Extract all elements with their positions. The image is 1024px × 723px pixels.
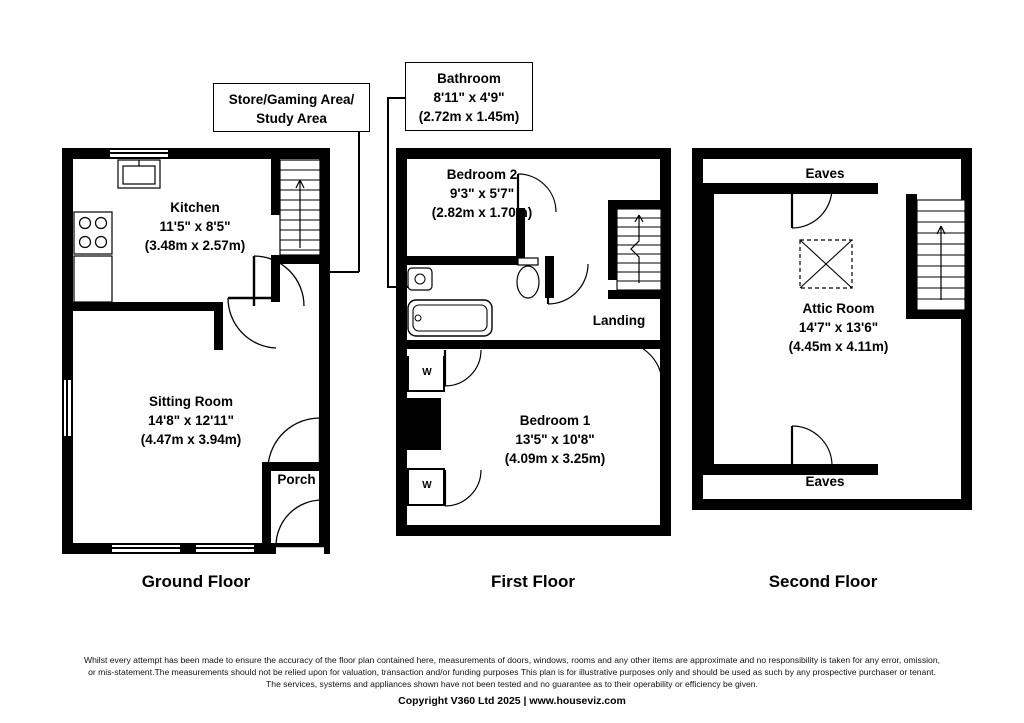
attic-room-metric: (4.45m x 4.11m) bbox=[788, 339, 889, 354]
first-wardrobe-label-2: W bbox=[422, 480, 432, 491]
bathroom-callout bbox=[405, 62, 533, 131]
first-room-bedroom1-label bbox=[455, 411, 655, 468]
attic-room-imperial: 14'7" x 13'6" bbox=[798, 320, 879, 335]
eaves-bottom-name: Eaves bbox=[805, 474, 845, 489]
second-wall-left bbox=[692, 148, 703, 510]
first-internal-stair-bottom bbox=[608, 290, 662, 299]
kitchen-sink-icon bbox=[118, 160, 160, 190]
bedroom1-metric: (4.09m x 3.25m) bbox=[504, 451, 606, 466]
first-wardrobe-block-upper bbox=[407, 398, 441, 450]
store-gaming-line2: Study Area bbox=[256, 111, 327, 126]
second-roof-hatch-icon bbox=[800, 240, 854, 290]
bedroom2-metric: (2.82m x 1.70m) bbox=[431, 205, 533, 220]
ground-wall-left bbox=[62, 148, 73, 554]
first-door-bedroom1-lower bbox=[443, 468, 487, 508]
bedroom1-name: Bedroom 1 bbox=[519, 413, 591, 428]
bathroom-imperial: 8'11" x 4'9" bbox=[433, 90, 505, 105]
first-wardrobe-2-outline-left bbox=[407, 468, 409, 506]
second-eaves-label-top bbox=[745, 164, 905, 183]
sitting-room-imperial: 14'8" x 12'11" bbox=[147, 413, 235, 428]
ground-window-bottom-2-line bbox=[196, 547, 254, 549]
store-gaming-leader-horizontal bbox=[330, 271, 359, 273]
disclaimer-line-2: or mis-statement.The measurements should not be relied upon for valuation, transaction and/or funding purposes This plan is for illustrative purposes only and should be used as such by any prospective purchaser or tenant. bbox=[88, 667, 936, 677]
first-staircase bbox=[617, 209, 663, 291]
landing-name: Landing bbox=[592, 313, 646, 328]
bedroom2-name: Bedroom 2 bbox=[446, 167, 518, 182]
first-wardrobe-1-outline-bottom bbox=[407, 390, 445, 392]
store-gaming-leader-vertical bbox=[358, 132, 360, 272]
disclaimer-line-3: The services, systems and appliances shown have not been tested and no guarantee as to their operability or efficiency be given. bbox=[266, 679, 758, 689]
first-wardrobe-2-outline-bottom bbox=[407, 504, 445, 506]
wash-basin-icon bbox=[408, 268, 434, 292]
disclaimer-line-1: Whilst every attempt has been made to ensure the accuracy of the floor plan contained here, measurements of doors, windows, rooms and any other items are approximate and no responsibility is taken for any error, omission, bbox=[84, 655, 940, 665]
ground-room-sitting-label bbox=[91, 392, 291, 449]
kitchen-metric: (3.48m x 2.57m) bbox=[144, 238, 246, 253]
first-floor-title: First Floor bbox=[490, 572, 576, 591]
sitting-room-metric: (4.47m x 3.94m) bbox=[140, 432, 242, 447]
eaves-top-name: Eaves bbox=[805, 166, 845, 181]
first-internal-stair-top bbox=[608, 200, 662, 209]
ground-floor-title: Ground Floor bbox=[141, 572, 251, 591]
toilet-icon bbox=[512, 258, 544, 300]
attic-room-name: Attic Room bbox=[802, 301, 875, 316]
first-room-landing-label bbox=[562, 311, 676, 330]
sitting-room-name: Sitting Room bbox=[149, 394, 233, 409]
second-staircase bbox=[917, 200, 967, 312]
first-internal-bath-bottom bbox=[396, 340, 608, 349]
bathroom-name: Bathroom bbox=[437, 71, 501, 86]
first-wall-bottom bbox=[396, 525, 671, 536]
ground-window-sitting-left-line bbox=[66, 380, 68, 436]
bedroom2-imperial: 9'3" x 5'7" bbox=[449, 186, 515, 201]
first-internal-stair-left bbox=[608, 200, 617, 280]
ground-room-porch-label bbox=[244, 470, 349, 489]
kitchen-imperial: 11'5" x 8'5" bbox=[159, 219, 231, 234]
first-room-bedroom2-label bbox=[382, 165, 582, 222]
second-floor-title: Second Floor bbox=[768, 572, 878, 591]
first-wardrobe-2-outline-top bbox=[407, 468, 445, 470]
first-door-bathroom bbox=[546, 262, 590, 306]
bath-tub-icon bbox=[408, 300, 494, 338]
second-wall-top bbox=[692, 148, 972, 159]
kitchen-name: Kitchen bbox=[170, 200, 220, 215]
store-gaming-line1: Store/Gaming Area/ bbox=[228, 92, 355, 107]
ground-door-porch-front bbox=[272, 500, 328, 550]
ground-internal-wall-mid bbox=[62, 302, 222, 311]
second-eaves-label-bottom bbox=[745, 472, 905, 491]
first-wardrobe-label-1: W bbox=[422, 367, 432, 378]
bedroom1-imperial: 13'5" x 10'8" bbox=[515, 432, 595, 447]
second-eaves-door-bottom bbox=[790, 420, 846, 468]
copyright-line: Copyright V360 Ltd 2025 | www.houseviz.com bbox=[398, 695, 626, 707]
second-room-attic-label bbox=[726, 299, 951, 356]
second-eaves-wall-left-vert bbox=[703, 183, 714, 475]
second-eaves-door-top bbox=[790, 186, 846, 232]
ground-window-bottom-1-line bbox=[112, 547, 180, 549]
ground-window-kitchen-top-line bbox=[110, 152, 168, 154]
first-door-bedroom1 bbox=[443, 348, 487, 388]
first-wall-top bbox=[396, 148, 671, 159]
first-door-landing-stairs bbox=[620, 340, 666, 386]
store-gaming-callout bbox=[213, 83, 370, 132]
porch-name: Porch bbox=[277, 472, 316, 487]
bathroom-metric: (2.72m x 1.45m) bbox=[418, 109, 520, 124]
ground-wall-top bbox=[62, 148, 330, 159]
kitchen-counter-icon bbox=[74, 256, 114, 302]
second-wall-bottom bbox=[692, 499, 972, 510]
bathroom-leader-top bbox=[387, 97, 406, 99]
first-internal-bed2-bottom bbox=[396, 256, 516, 265]
first-wardrobe-1-outline-left bbox=[407, 356, 409, 392]
ground-door-hall-sitting bbox=[222, 296, 278, 352]
ground-room-kitchen-label bbox=[95, 198, 295, 255]
